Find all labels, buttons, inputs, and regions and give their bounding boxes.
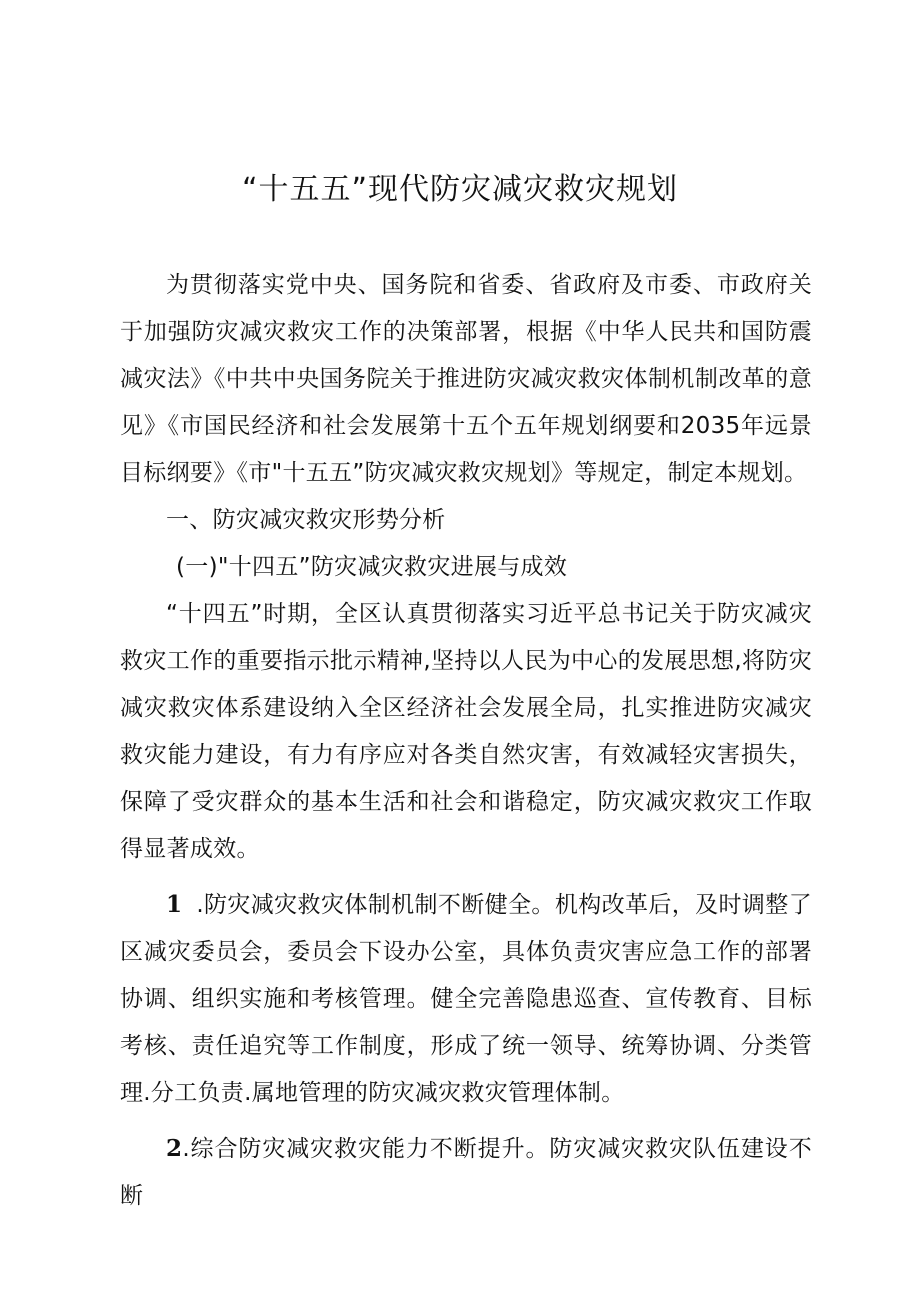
item-2-number: 2	[166, 1135, 183, 1162]
item-1-paragraph	[120, 881, 812, 1117]
intro-paragraph: 为贯彻落实党中央、国务院和省委、省政府及市委、市政府关于加强防灾减灾救灾工作的决策部署，根据《中华人民共和国防震减灾法》《中共中央国务院关于推进防灾减灾救灾体制机制改革的意见》《市国民经济和社会发展第十五个五年规划纲要和2035年远景目标纲要》《市"十五五”防灾减灾救灾规划》等规定，制定本规划。	[120, 272, 812, 486]
section-heading: 一、防灾减灾救灾形势分析	[166, 507, 446, 533]
progress-paragraph: “十四五”时期，全区认真贯彻落实习近平总书记关于防灾减灾救灾工作的重要指示批示精神,坚持以人民为中心的发展思想,将防灾减灾救灾体系建设纳入全区经济社会发展全局，扎实推进防灾减灾救灾能力建设，有力有序应对各类自然灾害，有效减轻灾害损失，保障了受灾群众的基本生活和社会和谐稳定，防灾减灾救灾工作取得显著成效。	[120, 601, 812, 862]
document-title: “十五五”现代防灾减灾救灾规划	[241, 172, 679, 207]
item-2-paragraph	[120, 1125, 812, 1220]
document-body	[120, 262, 812, 1220]
item-1-text: .防灾减灾救灾体制机制不断健全。机构改革后，及时调整了区减灾委员会，委员会下设办公室，具体负责灾害应急工作的部署协调、组织实施和考核管理。健全完善隐患巡查、宣传教育、目标考核、责任追究等工作制度，形成了统一领导、统筹协调、分类管理.分工负责.属地管理的防灾减灾救灾管理体制。	[120, 892, 812, 1106]
item-1-number: 1	[166, 891, 183, 918]
subsection-heading: (一)"十四五”防灾减灾救灾进展与成效	[176, 554, 568, 580]
item-2-text: .综合防灾减灾救灾能力不断提升。防灾减灾救灾队伍建设不断	[120, 1136, 812, 1209]
